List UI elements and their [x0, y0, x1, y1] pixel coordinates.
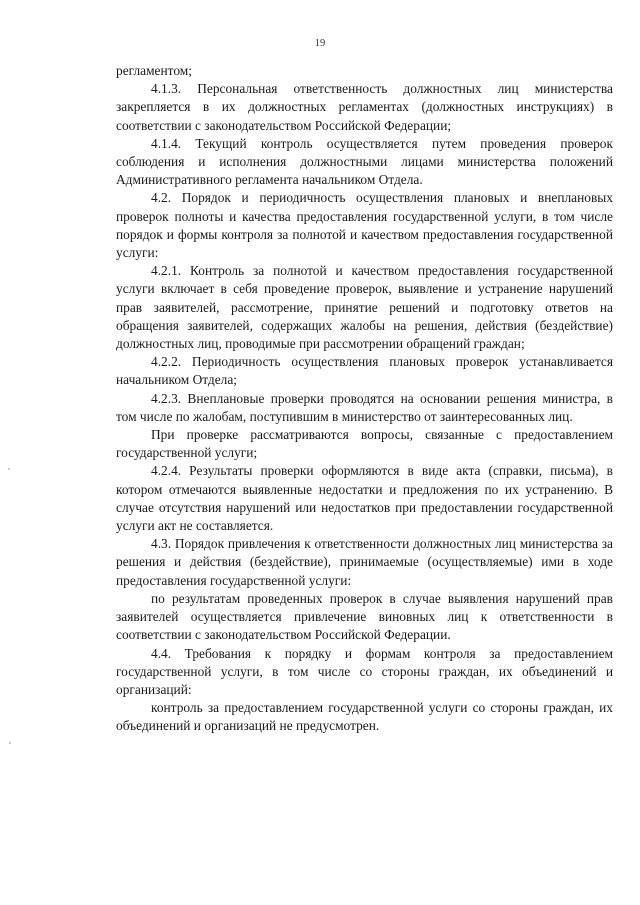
- paragraph-4-2-3: 4.2.3. Внеплановые проверки проводятся на основании решения министра, в том числе по жалобам, поступившим в министерство от заинтересованных лиц.: [116, 390, 613, 424]
- paragraph-4-2-2: 4.2.2. Периодичность осуществления плановых проверок устанавливается начальником Отдела;: [116, 354, 613, 388]
- paragraph-liability: по результатам проведенных проверок в случае выявления нарушений прав заявителей осуществляется привлечение виновных лиц к ответственности в соответствии с законодательством Российской Федерации.: [116, 590, 613, 643]
- document-body: [116, 62, 613, 736]
- scan-artifact: [9, 742, 11, 744]
- page-number: 19: [314, 38, 326, 49]
- paragraph-4-2-1: 4.2.1. Контроль за полнотой и качеством предоставления государственной услуги включает в себя проведение проверок, выявление и устранение нарушений прав заявителей, рассмотрение, принятие решений и подготовку ответов на обращения заявителей, содержащих жалобы на решения, действия (бездействие) должностных лиц, проводимые при рассмотрении обращений граждан;: [116, 263, 613, 352]
- paragraph-inspection-questions: При проверке рассматриваются вопросы, связанные с предоставлением государственной услуги;: [116, 427, 613, 461]
- paragraph-citizen-control: контроль за предоставлением государственной услуги со стороны граждан, их объединений и организаций не предусмотрен.: [116, 700, 613, 734]
- paragraph-4-4: 4.4. Требования к порядку и формам контроля за предоставлением государственной услуги, в том числе со стороны граждан, их объединений и организаций:: [116, 645, 613, 697]
- paragraph-4-3: 4.3. Порядок привлечения к ответственности должностных лиц министерства за решения и действия (бездействие), принимаемые (осуществляемые) ими в ходе предоставления государственной услуги:: [116, 536, 613, 588]
- paragraph-regulation-end: регламентом;: [116, 63, 192, 78]
- paragraph-4-1-3: 4.1.3. Персональная ответственность должностных лиц министерства закрепляется в их должностных регламентах (должностных инструкциях) в соответствии с законодательством Российской Федерации;: [116, 81, 613, 133]
- paragraph-4-1-4: 4.1.4. Текущий контроль осуществляется путем проведения проверок соблюдения и исполнения должностными лицами министерства положений Административного регламента начальником Отдела.: [116, 135, 613, 188]
- paragraph-4-2: 4.2. Порядок и периодичность осуществления плановых и внеплановых проверок полноты и качества предоставления государственной услуги, в том числе порядок и формы контроля за полнотой и качеством предоставления государственной услуги:: [116, 190, 613, 261]
- paragraph-4-2-4: 4.2.4. Результаты проверки оформляются в виде акта (справки, письма), в котором отмечаются выявленные недостатки и предложения по их устранению. В случае отсутствия нарушений или недостатков при предоставлении государственной услуги акт не составляется.: [116, 463, 613, 534]
- scan-artifact: [8, 468, 10, 470]
